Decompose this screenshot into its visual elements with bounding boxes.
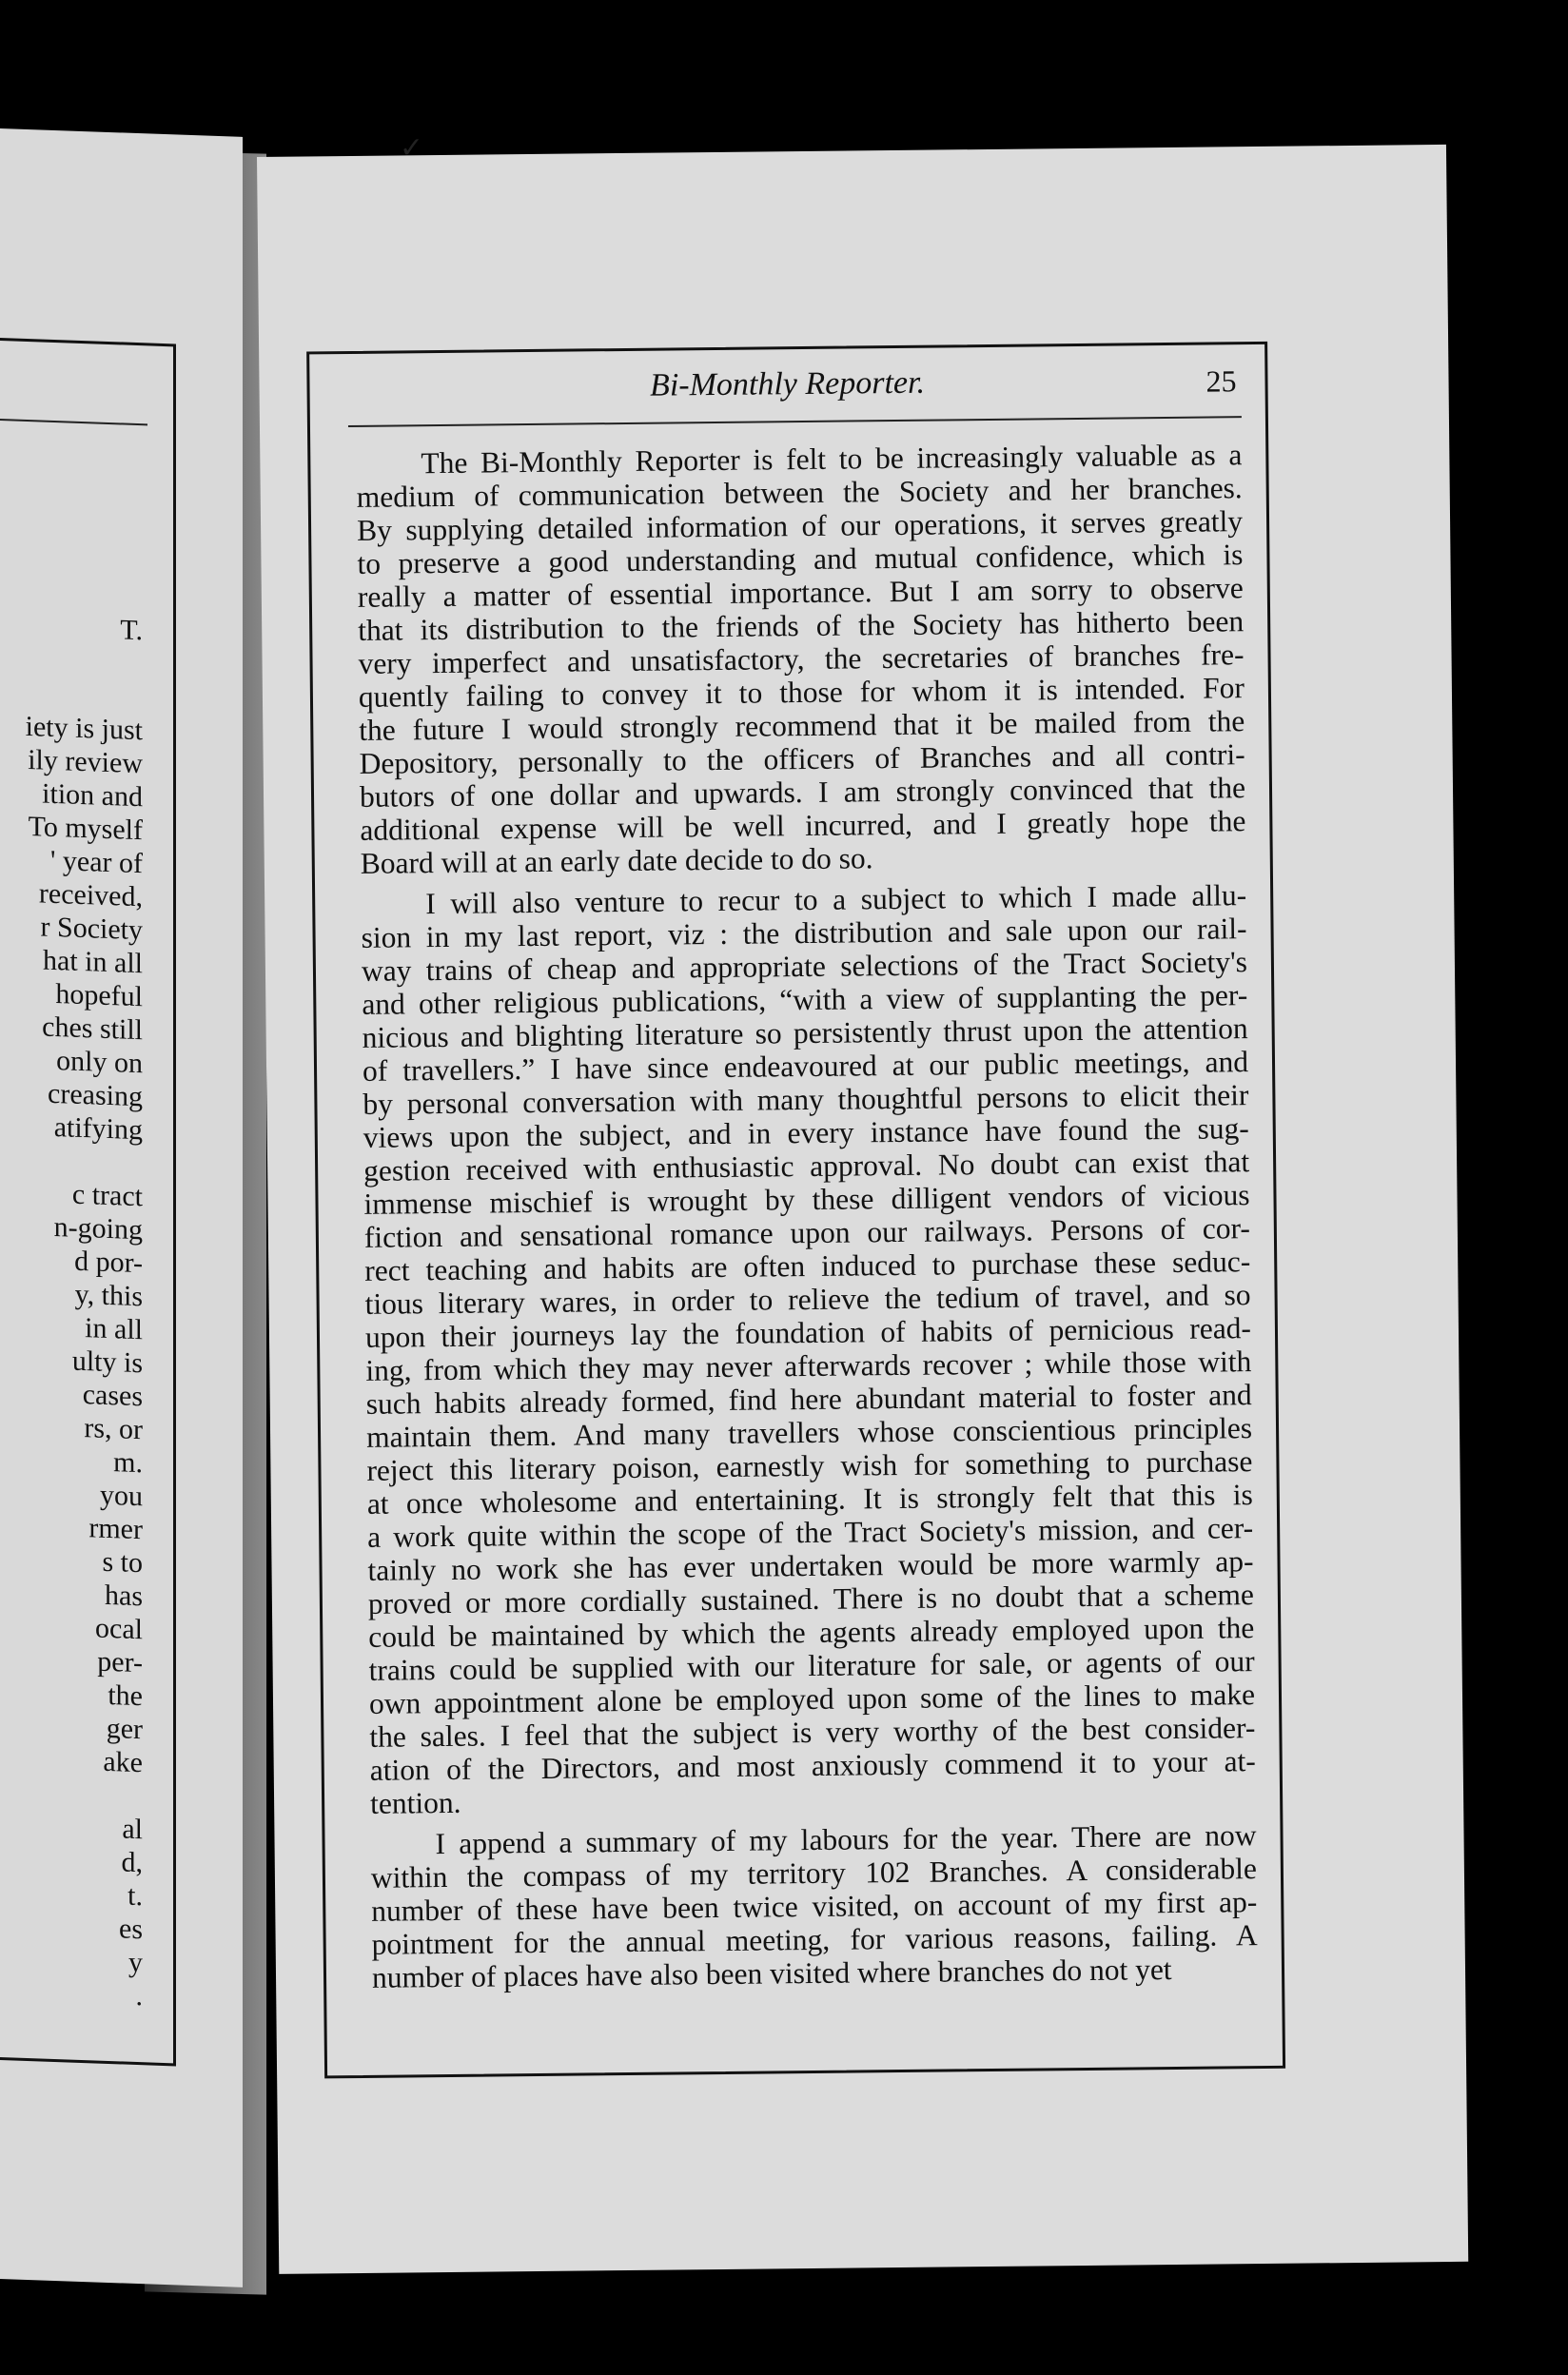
paragraph: [370, 1818, 1258, 1994]
left-text-fragment: you: [100, 1479, 143, 1513]
left-text-fragment: d,: [121, 1846, 143, 1879]
text-line: and other religious publications, “with a view of supplanting the per-: [362, 978, 1248, 1021]
text-line: of travellers.” I have since endeavoured at our public meetings, and: [362, 1045, 1249, 1088]
text-line: that its distribution to the friends of the Society has hitherto been: [358, 604, 1245, 647]
text-line: additional expense will be well incurred, and I greatly hope the: [360, 804, 1246, 847]
right-page: [257, 132, 1468, 2274]
text-line: nicious and blighting literature so persistently thrust upon the attention: [362, 1011, 1248, 1054]
text-line: by personal conversation with many thoughtful persons to elicit their: [363, 1078, 1249, 1121]
left-text-fragment: the: [108, 1678, 143, 1713]
left-text-fragment: ake: [103, 1745, 143, 1779]
text-line: fiction and sensational romance upon our railways. Persons of cor-: [363, 1211, 1251, 1254]
left-text-fragment: ulty is: [71, 1345, 143, 1380]
left-text-fragment: al: [122, 1813, 143, 1846]
left-text-fragment: y: [128, 1946, 143, 1979]
text-line: to preserve a good understanding and mutual confidence, which is: [357, 538, 1244, 580]
page-number: 25: [1205, 363, 1237, 399]
left-text-fragment: .: [135, 1979, 143, 2012]
text-line: pointment for the annual meeting, for various reasons, failing. A: [371, 1918, 1258, 1961]
text-line: at once wholesome and entertaining. It is strongly felt that this is: [366, 1478, 1253, 1521]
text-line: rect teaching and habits are often induced to purchase these seduc-: [364, 1245, 1251, 1287]
left-text-fragment: ition and: [42, 777, 143, 814]
text-line: I will also venture to recur to a subject to which I made allu-: [425, 878, 1247, 921]
margin-mark: ✓: [399, 132, 424, 165]
left-text-fragment: received,: [38, 877, 143, 913]
page-frame: [306, 342, 1285, 2078]
left-text-fragment: To myself: [28, 811, 143, 847]
text-line: tious literary wares, in order to relieve the tedium of travel, and so: [364, 1278, 1251, 1321]
text-line: The Bi-Monthly Reporter is felt to be increasingly valuable as a: [421, 438, 1243, 481]
text-line: butors of one dollar and upwards. I am strongly convinced that the: [359, 771, 1246, 814]
left-text-fragment: cases: [82, 1379, 143, 1413]
text-line: quently failing to convey it to those for whom it is intended. For: [358, 671, 1245, 714]
left-text-fragment: hopeful: [55, 978, 143, 1013]
left-text-fragment: s to: [102, 1545, 143, 1580]
left-text-fragment: only on: [56, 1045, 143, 1080]
left-page-text-fragments: [0, 609, 143, 2012]
left-text-fragment: hat in all: [43, 944, 143, 980]
text-line: By supplying detailed information of our operations, it serves greatly: [356, 504, 1244, 547]
left-text-fragment: c tract: [71, 1178, 143, 1213]
left-text-fragment: in all: [85, 1312, 143, 1346]
left-text-fragment: atifying: [53, 1110, 143, 1147]
left-text-fragment: [0, 676, 143, 714]
paragraph: [356, 438, 1246, 880]
left-text-fragment: rs, or: [84, 1412, 143, 1446]
text-line: I append a summary of my labours for the year. There are now: [435, 1818, 1257, 1861]
left-text-fragment: ' year of: [49, 844, 143, 880]
left-text-fragment: d por-: [74, 1245, 143, 1280]
text-line: reject this literary poison, earnestly wish for something to purchase: [366, 1444, 1253, 1487]
text-line: number of places have also been visited where branches do not yet: [371, 1953, 1172, 1994]
left-text-fragment: es: [119, 1913, 143, 1946]
left-facing-page: [0, 128, 243, 2287]
text-line: sion in my last report, viz : the distribution and sale upon our rail-: [361, 912, 1247, 954]
text-line: Board will at an early date decide to do so.: [360, 841, 873, 880]
left-text-fragment: iety is just: [25, 710, 143, 747]
text-line: proved or more cordially sustained. There is no doubt that a scheme: [367, 1578, 1255, 1620]
text-line: gestion received with enthusiastic approval. No doubt can exist that: [363, 1145, 1250, 1188]
left-text-fragment: t.: [127, 1879, 143, 1913]
text-line: trains could be supplied with our literature for sale, or agents of our: [368, 1644, 1255, 1687]
left-text-fragment: r Society: [40, 911, 143, 947]
text-line: the sales. I feel that the subject is very worthy of the best consider-: [369, 1711, 1256, 1754]
text-line: views upon the subject, and in every instance have found the sug-: [363, 1111, 1249, 1154]
left-text-fragment: rmer: [88, 1512, 143, 1546]
page-header: [309, 362, 1265, 425]
text-line: a work quite within the scope of the Tract Society's mission, and cer-: [367, 1511, 1254, 1554]
text-line: medium of communication between the Society and her branches.: [356, 471, 1243, 514]
text-line: tention.: [369, 1785, 461, 1820]
left-text-fragment: [0, 1142, 143, 1180]
left-text-fragment: ches still: [42, 1011, 143, 1047]
left-text-fragment: per-: [97, 1645, 143, 1679]
text-line: Depository, personally to the officers of Branches and all contri-: [359, 737, 1245, 780]
left-text-fragment: y, this: [74, 1278, 143, 1313]
left-text-fragment: ger: [106, 1712, 143, 1746]
body-text: [356, 438, 1258, 2002]
left-text-fragment: ily review: [28, 744, 143, 780]
text-line: way trains of cheap and appropriate selections of the Tract Society's: [361, 945, 1248, 988]
text-line: tainly no work she has ever undertaken would be more warmly ap-: [367, 1544, 1254, 1587]
text-line: own appointment alone be employed upon some of the lines to make: [368, 1678, 1256, 1720]
text-line: number of these have been twice visited, on account of my first ap-: [371, 1885, 1258, 1928]
text-line: ation of the Directors, and most anxiously commend it to your at-: [369, 1744, 1256, 1787]
text-line: ing, from which they may never afterwards recover ; while those with: [365, 1345, 1252, 1387]
text-line: could be maintained by which the agents already employed upon the: [368, 1611, 1255, 1654]
left-text-fragment: creasing: [48, 1077, 143, 1113]
text-line: maintain them. And many travellers whose conscientious principles: [365, 1411, 1253, 1454]
text-line: the future I would strongly recommend that it be mailed from the: [359, 704, 1245, 747]
left-text-fragment: [0, 642, 143, 680]
left-text-fragment: has: [105, 1579, 143, 1613]
left-text-fragment: m.: [113, 1446, 143, 1480]
text-line: upon their journeys lay the foundation of habits of pernicious read-: [364, 1311, 1252, 1354]
text-line: really a matter of essential importance. But I am sorry to observe: [357, 571, 1244, 614]
text-line: within the compass of my territory 102 Branches. A considerable: [370, 1852, 1258, 1894]
text-line: such habits already formed, find here abundant material to foster and: [365, 1378, 1252, 1421]
paragraph: [361, 878, 1256, 1820]
text-line: immense mischief is wrought by these dilligent vendors of vicious: [363, 1178, 1250, 1221]
running-title: Bi-Monthly Reporter.: [649, 364, 926, 403]
left-text-fragment: [0, 1775, 143, 1813]
left-text-fragment: n-going: [53, 1210, 143, 1246]
left-text-fragment: ocal: [95, 1612, 143, 1646]
text-line: very imperfect and unsatisfactory, the secretaries of branches fre-: [358, 638, 1245, 680]
left-text-fragment: T.: [120, 614, 143, 647]
